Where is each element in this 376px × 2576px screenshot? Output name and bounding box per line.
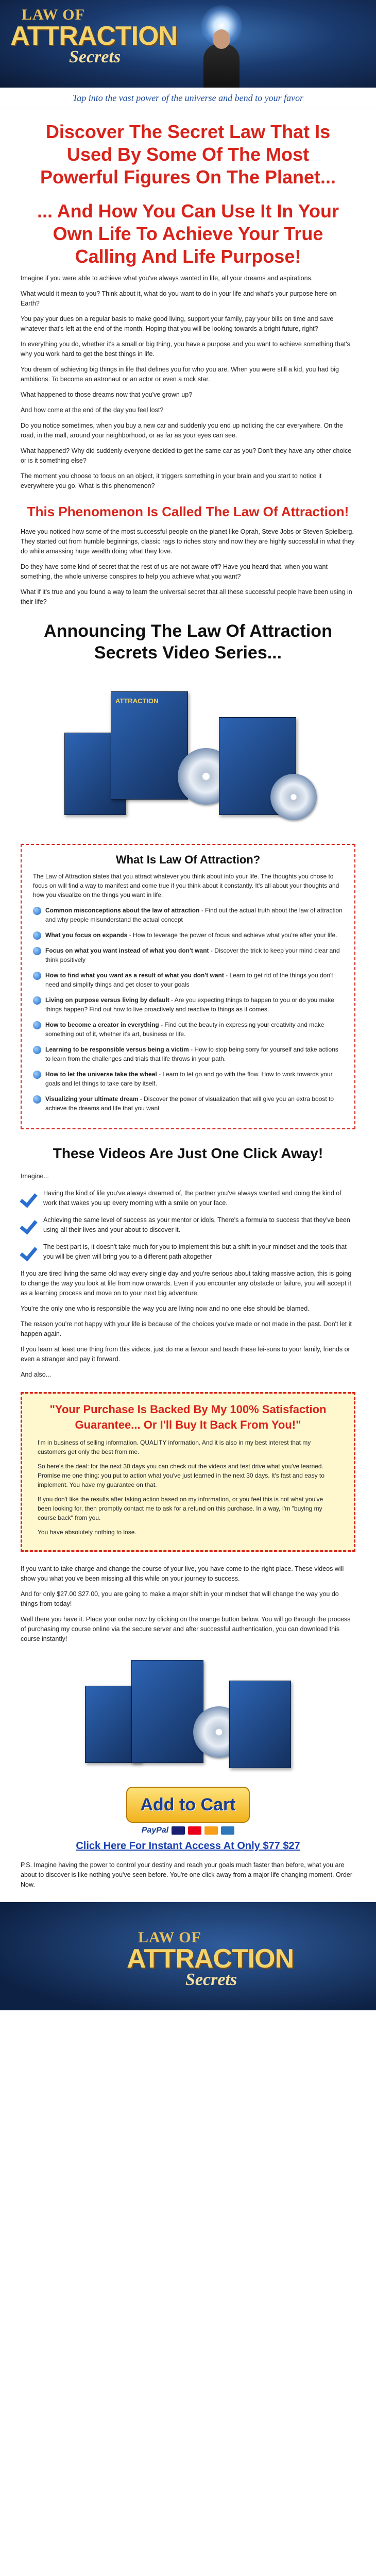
amex-card-icon bbox=[221, 1826, 234, 1835]
instant-access-link[interactable]: Click Here For Instant Access At Only $77 $27 bbox=[76, 1840, 300, 1852]
what-is-loa-box bbox=[21, 844, 355, 1129]
bullet-icon bbox=[33, 1021, 41, 1029]
after-paragraph: If you learn at least one thing from this videos, just do me a favour and teach these lei-sons to your family, friends or even a stranger and pay it forward. bbox=[21, 1346, 350, 1363]
list-item: How to let the universe take the wheel - Learn to let go and go with the flow. How to work towards your goals and let things to take care by itself. bbox=[33, 1070, 343, 1088]
guarantee-heading: "Your Purchase Is Backed By My 100% Satisfaction Guarantee... Or I'll Buy It Back From You!" bbox=[49, 1403, 327, 1431]
mastercard-icon bbox=[188, 1826, 201, 1835]
product-bundle-image bbox=[54, 671, 322, 831]
bullet-icon bbox=[33, 996, 41, 1005]
after-paragraph: The reason you're not happy with your life is because of the choices you've made or not made in the past. Don't let it happen again. bbox=[21, 1320, 352, 1337]
phenomenon-heading: This Phenomenon Is Called The Law Of Attraction! bbox=[27, 504, 349, 519]
bullet-icon bbox=[33, 1071, 41, 1079]
logo-line3: Secrets bbox=[69, 47, 121, 66]
guarantee-paragraph: You have absolutely nothing to lose. bbox=[38, 1529, 136, 1536]
product-box bbox=[131, 1660, 203, 1763]
bullet-icon bbox=[33, 907, 41, 915]
footer-logo: LAW OF ATTRACTION Secrets bbox=[127, 1929, 294, 1989]
header-banner bbox=[0, 0, 376, 88]
after-paragraph: You're the only one who is responsible the way you are living now and no one else should be blamed. bbox=[21, 1305, 310, 1312]
what-heading: What Is Law Of Attraction? bbox=[115, 853, 261, 866]
bullet-icon bbox=[33, 947, 41, 955]
dvd-disc-icon bbox=[270, 774, 317, 820]
product-bundle-image bbox=[75, 1650, 301, 1778]
intro-paragraph: The moment you choose to focus on an object, it triggers something in your brain and you start to notice it everywhere you go. What is this phenomenon? bbox=[21, 472, 322, 489]
list-item: What you focus on expands - How to leverage the power of focus and achieve what you're after your life. bbox=[33, 930, 343, 940]
list-item: How to become a creator in everything - Find out the beauty in expressing your creativity and make something out of it, whether it's art, business or life. bbox=[33, 1020, 343, 1039]
after-paragraph: And also... bbox=[21, 1371, 52, 1378]
bullet-icon bbox=[33, 1046, 41, 1054]
intro-paragraph: You pay your dues on a regular basis to make good living, support your family, pay your bills on time and save whatever that's left at the end of the month. Hoping that you will be looking towards a bright future, right? bbox=[21, 315, 334, 332]
intro-paragraph: In everything you do, whether it's a small or big thing, you have a purpose and you want to achieve something that's why you work hard to get the best things in life. bbox=[21, 341, 350, 358]
footer-banner bbox=[0, 1902, 376, 2010]
phenom-paragraph: What if it's true and you found a way to learn the universal secret that all these successful people have been using in their life? bbox=[21, 588, 352, 605]
paypal-logo: PayPal bbox=[141, 1826, 169, 1835]
bullet-icon bbox=[33, 972, 41, 980]
person-figure bbox=[203, 44, 240, 88]
feature-list bbox=[33, 906, 343, 1113]
list-item: Living on purpose versus living by default - Are you expecting things to happen to you or do you make things happen? Find out how to live proactively and reactive to things as it comes. bbox=[33, 995, 343, 1014]
after-paragraph: If you are tired living the same old way every single day and you're serious about taking massive action, this is going to change the way you look at life from now onwards. Even if you encounter any obstacle or failure, you will accept it as a learning process and move on to your next big adventure. bbox=[21, 1270, 352, 1297]
intro-paragraph: You dream of achieving big things in life that defines you for who you are. When you were still a kid, you had big ambitions. To become an astronaut or an actor or even a rock star. bbox=[21, 366, 339, 383]
intro-paragraph: What happened? Why did suddenly everyone decided to get the same car as you? Don't they have any other choice or is it something else? bbox=[21, 447, 352, 464]
check-item: Having the kind of life you've always dreamed of, the partner you've always wanted and doing the kind of work that wakes you up every morning with a smile on your face. bbox=[21, 1189, 355, 1208]
list-item: Common misconceptions about the law of attraction - Find out the actual truth about the law of attraction and why people misunderstand the actual concept bbox=[33, 906, 343, 924]
check-item: The best part is, it doesn't take much for you to implement this but a shift in your mindset and the tools that you will be given will bring you to a different path altogether bbox=[21, 1242, 355, 1262]
tagline: Tap into the vast power of the universe and bend to your favor bbox=[0, 88, 376, 109]
guarantee-paragraph: If you don't like the results after taking action based on my information, or you feel this is not what you've been looking for, then promptly contact me to ask for a refund on this purchase. In a way, I'm "buying my course back" from you. bbox=[38, 1496, 323, 1521]
logo-line1: LAW OF bbox=[22, 6, 85, 23]
headline-sub: ... And How You Can Use It In Your Own Life To Achieve Your True Calling And Life Purpose! bbox=[37, 200, 339, 267]
intro-paragraph: And how come at the end of the day you feel lost? bbox=[21, 406, 164, 414]
checkmark-icon bbox=[21, 1189, 38, 1206]
intro-section bbox=[21, 274, 355, 491]
guarantee-paragraph: So here's the deal: for the next 30 days you can check out the videos and test drive what you've learned. Promise me one thing: you put to action what you've just learned in the next 30 days. It's fast and easy to implement. You have my guarantee on that. bbox=[38, 1463, 324, 1488]
check-item: Achieving the same level of success as your mentor or idols. There's a formula to success that they've been using all their lives and your about to discover it. bbox=[21, 1215, 355, 1235]
guarantee-box bbox=[21, 1392, 355, 1552]
payment-methods bbox=[21, 1826, 355, 1835]
guarantee-paragraph: I'm in business of selling information. QUALITY information. And it is also in my best interest that my customers get only the best from me. bbox=[38, 1439, 311, 1455]
product-box bbox=[111, 691, 188, 800]
click-away-heading: These Videos Are Just One Click Away! bbox=[53, 1145, 323, 1161]
list-item: How to find what you want as a result of what you don't want - Learn to get rid of the things you don't need and simplify things and get closer to your goals bbox=[33, 971, 343, 989]
logo bbox=[7, 5, 178, 67]
intro-paragraph: Imagine if you were able to achieve what you've always wanted in life, all your dreams and aspirations. bbox=[21, 275, 313, 282]
ps-paragraph: P.S. Imagine having the power to control your destiny and reach your goals much faster than before, what you are about to discover is like nothing you've seen before. You're one click away from a major life changing moment. Order Now. bbox=[21, 1861, 353, 1888]
intro-paragraph: What would it mean to you? Think about it, what do you want to do in your life and what's your purpose here on Earth? bbox=[21, 290, 337, 307]
add-to-cart-button[interactable]: Add to Cart bbox=[126, 1787, 250, 1823]
imagine-label: Imagine... bbox=[21, 1173, 49, 1180]
bullet-icon bbox=[33, 1095, 41, 1104]
checkmark-icon bbox=[21, 1215, 38, 1233]
logo-line2: ATTRACTION bbox=[10, 21, 178, 51]
intro-paragraph: What happened to those dreams now that you've grown up? bbox=[21, 391, 193, 398]
bullet-icon bbox=[33, 931, 41, 940]
announce-heading: Announcing The Law Of Attraction Secrets Video Series... bbox=[44, 621, 332, 663]
box-label: ATTRACTION bbox=[115, 697, 159, 705]
intro-paragraph: Do you notice sometimes, when you buy a new car and suddenly you end up noticing the car everywhere. On the road, in the mall, around your neighborhood, or as far as your eyes can see. bbox=[21, 422, 344, 439]
list-item: Focus on what you want instead of what you don't want - Discover the trick to keep your mind clear and think positively bbox=[33, 946, 343, 964]
list-item: Learning to be responsible versus being a victim - How to stop being sorry for yourself and take actions to learn from the challenges and trials that life throws in your path. bbox=[33, 1045, 343, 1063]
visa-card-icon bbox=[172, 1826, 185, 1835]
closing-paragraph: Well there you have it. Place your order now by clicking on the orange button below. You will go through the process of purchasing my course online via the secure server and after successful authentication, you can download this course instantly! bbox=[21, 1616, 351, 1642]
checkmark-icon bbox=[21, 1242, 38, 1260]
discover-card-icon bbox=[204, 1826, 218, 1835]
closing-paragraph: And for only $27.00 $27.00, you are going to make a major shift in your mindset that will change the way you do things from today! bbox=[21, 1590, 339, 1607]
phenom-paragraph: Have you noticed how some of the most successful people on the planet like Oprah, Steve Jobs or Steven Spielberg. They started out from humble beginnings, classic rags to riches story and now they are highly successful in what they do while amassing huge wealth doing what they love. bbox=[21, 528, 355, 555]
product-box bbox=[229, 1681, 291, 1768]
what-intro: The Law of Attraction states that you attract whatever you think about into your life. The thoughts you chose to focus on will find a way to manifest and come true if you think about it constantly. It's all about your thoughts and how you visualize on the things you want in life. bbox=[33, 873, 339, 899]
phenom-paragraph: Do they have some kind of secret that the rest of us are not aware off? Have you heard that, when you want something, the whole universe conspires to help you achieve what you want? bbox=[21, 563, 328, 580]
closing-paragraph: If you want to take charge and change the course of your live, you have come to the right place. These videos will show you what you've been missing all this while on your journey to success. bbox=[21, 1565, 344, 1582]
headline-main: Discover The Secret Law That Is Used By Some Of The Most Powerful Figures On The Planet... bbox=[40, 121, 336, 188]
list-item: Visualizing your ultimate dream - Discover the power of visualization that will give you an extra boost to achieve the dreams and life that you want bbox=[33, 1094, 343, 1113]
